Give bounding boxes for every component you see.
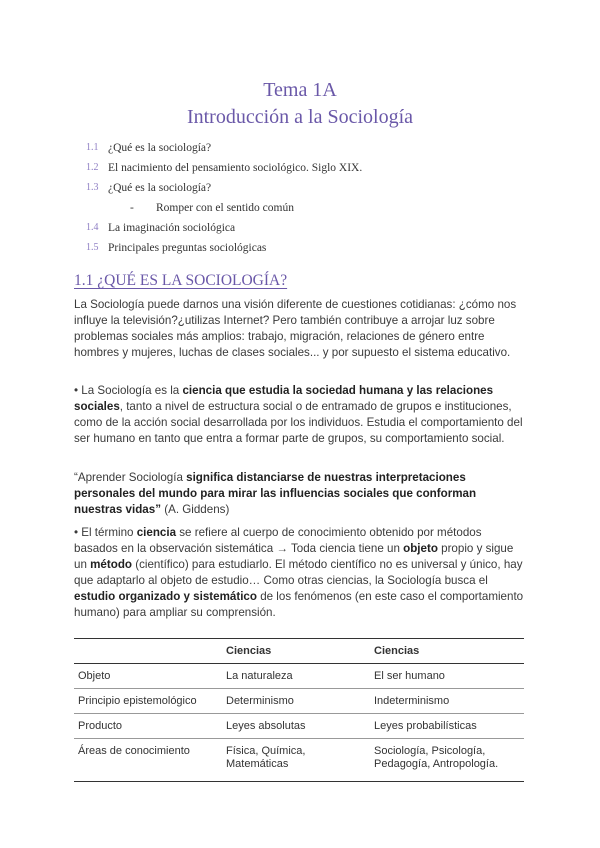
text-run: propio y sigue un <box>74 542 514 571</box>
table-cell: Principio epistemológico <box>74 689 222 714</box>
bold-run: significa distanciarse de nuestras interpretaciones personales del mundo para mirar las influencias sociales que conforman nuestras vidas” <box>74 471 477 516</box>
toc-number: 1.2 <box>86 162 99 173</box>
toc-item <box>86 238 526 258</box>
table-header <box>74 639 222 664</box>
toc-text: ¿Qué es la sociología? <box>108 182 212 194</box>
bold-run: estudio organizado y sistemático <box>74 590 257 603</box>
paragraph-intro: La Sociología puede darnos una visión diferente de cuestiones cotidianas: ¿cómo nos influye la televisión?¿utilizas Internet? Pero también contribuye a arrojar luz sobre problemas sociales más amplios: trabajo, migración, relaciones de género entre hombres y mujeres, luchas de clases sociales... y por supuesto el sistema educativo. <box>74 298 517 359</box>
table-row <box>74 739 524 782</box>
table-cell: Objeto <box>74 664 222 689</box>
text-run: • El término <box>74 526 137 539</box>
table-header-row <box>74 639 524 664</box>
toc-text: La imaginación sociológica <box>108 222 236 234</box>
table-row <box>74 664 524 689</box>
paragraph-science <box>74 525 524 621</box>
text-run: de los fenómenos (en este caso el comportamiento humano) para ampliar su comprensión. <box>74 590 524 619</box>
table-cell: Producto <box>74 714 222 739</box>
table-cell: Leyes absolutas <box>222 714 370 739</box>
section-heading: 1.1 ¿QUÉ ES LA SOCIOLOGÍA? <box>74 272 288 289</box>
bold-run: método <box>90 558 132 571</box>
bold-run: ciencia que estudia la sociedad humana y las relaciones sociales <box>74 384 494 413</box>
table-cell: Indeterminismo <box>370 689 524 714</box>
text-run: (A. Giddens) <box>161 503 230 516</box>
toc-text: Principales preguntas sociológicas <box>108 242 267 254</box>
paragraph-quote <box>74 470 524 518</box>
toc-item <box>86 138 526 158</box>
paragraph-definition <box>74 383 524 447</box>
text-run: “Aprender Sociología <box>74 471 187 484</box>
toc-item <box>86 158 526 178</box>
table-cell: Determinismo <box>222 689 370 714</box>
toc-number: 1.3 <box>86 182 99 193</box>
text-run: se refiere al cuerpo de conocimiento obtenido por métodos basados en la observación sistemática → Toda ciencia tiene un <box>74 526 482 555</box>
toc-item <box>86 178 526 198</box>
table-header: Ciencias <box>370 639 524 664</box>
toc-number: 1.4 <box>86 222 99 233</box>
toc-dash: - <box>130 202 134 214</box>
table-cell: La naturaleza <box>222 664 370 689</box>
table-row <box>74 714 524 739</box>
text-run: • La Sociología es la <box>74 384 183 397</box>
text-run: (científico) para estudiarlo. El método científico no es universal y único, hay que adaptarlo al objeto de estudio… Como otras ciencias, la Sociología busca el <box>74 558 523 587</box>
toc-item <box>86 218 526 238</box>
bold-run: ciencia <box>136 526 177 539</box>
table-cell: Leyes probabilísticas <box>370 714 524 739</box>
toc-text: El nacimiento del pensamiento sociológico. Siglo XIX. <box>108 162 363 174</box>
table-cell: Áreas de conocimiento <box>74 739 222 782</box>
table-cell: Física, Química, Matemáticas <box>222 739 370 782</box>
toc-number: 1.1 <box>86 142 99 153</box>
text-run: , tanto a nivel de estructura social o de entramado de grupos e instituciones, como de la acción social desarrollada por los individuos. Estudia el comportamiento del ser humano en tanto que entra a formar parte de grupos, su comportamiento social. <box>74 400 523 445</box>
bold-run: objeto <box>403 542 438 555</box>
toc-subitem <box>86 198 526 218</box>
toc-number: 1.5 <box>86 242 99 253</box>
table-header: Ciencias <box>222 639 370 664</box>
document-title: Tema 1A <box>263 79 337 101</box>
toc-text: Romper con el sentido común <box>156 202 294 214</box>
table-cell: El ser humano <box>370 664 524 689</box>
comparison-table <box>74 638 524 782</box>
table-cell: Sociología, Psicología, Pedagogía, Antropología. <box>370 739 524 782</box>
document-subtitle: Introducción a la Sociología <box>186 106 414 128</box>
table-row <box>74 689 524 714</box>
toc-text: ¿Qué es la sociología? <box>108 142 212 154</box>
table-of-contents <box>86 138 526 258</box>
